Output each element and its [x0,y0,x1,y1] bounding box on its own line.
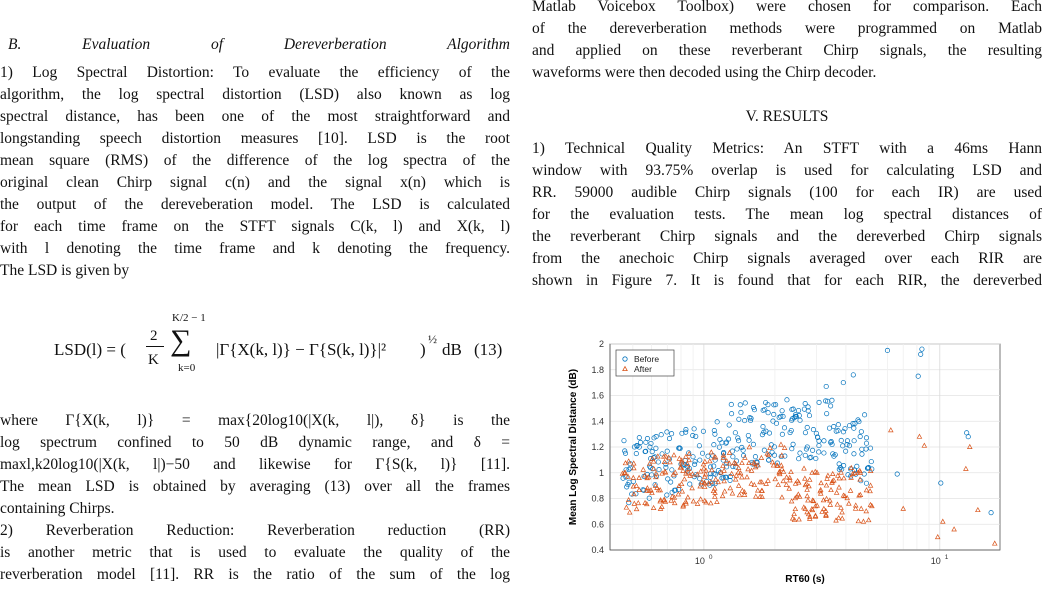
right_column-text-line: waveforms were then decoded using the Chirp decoder. [532,64,877,81]
eq-power: ½ [428,332,437,346]
x-tick-label: 10 [930,556,941,566]
eq-close: ) [420,340,426,359]
y-tick-label: 2 [598,339,604,349]
left_column-text-line: 2) Reverberation Reduction: Reverberation reduction (RR) [0,522,510,539]
right_column-text-line: for the evaluation tests. The mean log spectral distances of [532,206,1042,223]
eq-sum-bottom: k=0 [178,362,196,374]
left_column-text-line: the output of the dereveberation model. The LSD is calculated [0,196,510,213]
x-tick-exponent: 1 [944,554,949,561]
right_column-text-line: window with 93.75% overlap is used for calculating LSD and [532,162,1042,179]
left_column-text-line: The LSD is given by [0,262,130,279]
right_column-text-line: 1) Technical Quality Metrics: An STFT with a 46ms Hann [532,140,1042,157]
x-axis-label: RT60 (s) [785,574,825,585]
eq-number: (13) [474,340,503,359]
right_column-text-line: the reverberant Chirp signals and the dereverbed Chirp signals [532,228,1042,245]
left_column-text-line: for each time frame on the STFT signals C(k, l) and X(k, l) [0,218,510,235]
right_column-text-line: Matlab Voicebox Toolbox) were chosen for comparison. Each [532,0,1042,15]
right_column-text-line: RR. 59000 audible Chirp signals (100 for each IR) are used [532,184,1042,201]
y-tick-label: 1.8 [591,364,604,375]
legend-label: After [634,364,652,374]
figure-7 [558,336,1018,598]
left_column-text-line: reverberation model [11]. RR is the ratio of the sum of the log [0,566,510,583]
left_column-text-line: containing Chirps. [0,500,115,517]
left_column-text-line: 1) Log Spectral Distortion: To evaluate the efficiency of the [0,64,510,81]
y-tick-label: 0.4 [591,545,604,555]
eq-frac-bar [146,346,164,347]
left_column-text-line: where Γ{X(k, l)} = max{20log10(|X(k, l|), δ} is the [0,412,510,429]
left_column-text-line: is another metric that is used to evaluate the quality of the [0,544,510,561]
eq-lhs: LSD(l) = ( [54,340,126,359]
left_column-text-line: with l denoting the time frame and k denoting the frequency. [0,240,510,257]
left_column-text-line: longstanding speech distortion measures [10]. LSD is the root [0,130,510,147]
y-tick-label: 1.2 [591,442,604,452]
left_column-text-line: maxl,k20log10(|X(k, l|)−50 and likewise for Γ{S(k, l)} [11]. [0,456,510,473]
x-tick-exponent: 0 [708,554,713,561]
y-tick-label: 0.8 [591,493,604,504]
y-tick-label: 1.6 [591,390,604,401]
left_column-text-line: original clean Chirp signal c(n) and the signal x(n) which is [0,174,510,191]
y-axis-label: Mean Log Spectral Distance (dB) [568,368,579,526]
right_column-text-line: of the dereverberation methods were programmed on Matlab [532,20,1042,37]
right_column-text-line: and applied on these reverberant Chirp signals, the resulting [532,42,1042,59]
left_column-text-line: log spectrum confined to 50 dB dynamic range, and δ = [0,434,510,451]
eq-frac-den: K [148,352,159,368]
scatter-chart [558,336,1018,598]
eq-body: |Γ{X(k, l)} − Γ{S(k, l)}|² [216,340,387,359]
left_column-text-line: B. Evaluation of Dereverberation Algorithm [8,36,510,53]
eq-unit: dB [442,340,462,359]
left_column-text-line: The mean LSD is obtained by averaging (13) over all the frames [0,478,510,495]
right_column-text-line: V. RESULTS [745,108,829,125]
left_column-text-line: spectral distance, has been one of the most straightforward and [0,108,510,125]
left_column-text-line: mean square (RMS) of the difference of the log spectra of the [0,152,510,169]
eq-frac-num: 2 [150,328,158,344]
eq-sum-top: K/2 − 1 [172,312,206,324]
legend-label: Before [634,354,660,364]
x-tick-label: 10 [694,556,705,566]
eq-sum-symbol: ∑ [170,324,192,357]
right_column-text-line: from the anechoic Chirp signals averaged over each RIR are [532,250,1042,267]
legend [616,350,674,376]
y-tick-label: 0.6 [591,519,604,530]
left_column-text-line: algorithm, the log spectral distortion (LSD) also known as log [0,86,510,103]
equation-13 [0,312,510,384]
right_column-text-line: shown in Figure 7. It is found that for each RIR, the dereverbed [532,272,1042,289]
y-tick-label: 1 [598,467,604,478]
y-tick-label: 1.4 [591,416,604,427]
